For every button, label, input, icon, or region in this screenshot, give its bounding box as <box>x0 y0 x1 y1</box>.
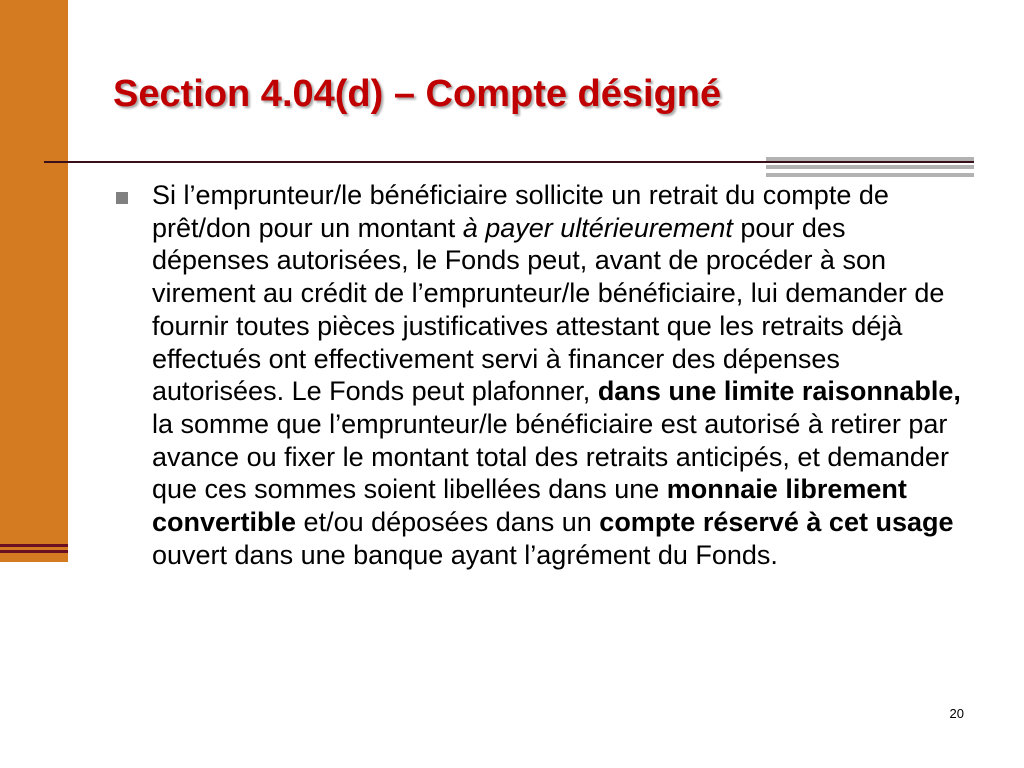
bullet-text-bold: dans une limite raisonnable, <box>597 376 961 407</box>
decorative-stripe-2 <box>766 165 974 169</box>
left-accent-bar <box>0 0 68 562</box>
page-number: 20 <box>949 706 964 721</box>
bullet-text-segment: la somme que l’emprunteur/le bénéficiaire est autorisé à retirer par avance ou fixer le montant total des retraits anticipés, et demander que ces sommes soient libellées dans une <box>152 408 949 505</box>
decorative-stripe-3 <box>766 173 974 177</box>
bullet-text-segment: et/ou déposées dans un <box>296 507 600 538</box>
title-divider <box>44 161 974 163</box>
bullet-text-bold: compte réservé à cet usage <box>599 507 954 538</box>
square-bullet-icon <box>116 192 128 204</box>
bullet-text <box>152 179 964 571</box>
decorative-stripe-1 <box>766 157 974 161</box>
bullet-text-segment: Si l’emprunteur/le bénéficiaire sollicite un retrait du compte de prêt/don pour un montant <box>152 180 889 243</box>
left-bar-rule-bottom <box>0 550 68 553</box>
bullet-text-segment: ouvert dans une banque ayant l’agrément du Fonds. <box>152 539 778 570</box>
bullet-item <box>116 179 966 571</box>
left-bar-rule-top <box>0 544 68 547</box>
bullet-text-segment: pour des dépenses autorisées, le Fonds peut, avant de procéder à son virement au crédit de l’emprunteur/le bénéficiaire, lui demander de fournir toutes pièces justificatives attestant que les retraits déjà effectués ont effectivement servi à financer des dépenses autorisées. Le Fonds peut plafonner, <box>152 212 945 407</box>
slide-title: Section 4.04(d) – Compte désigné <box>113 73 722 115</box>
bullet-text-italic: à payer ultérieurement <box>462 212 733 243</box>
bullet-text-bold: monnaie librement convertible <box>152 474 907 538</box>
